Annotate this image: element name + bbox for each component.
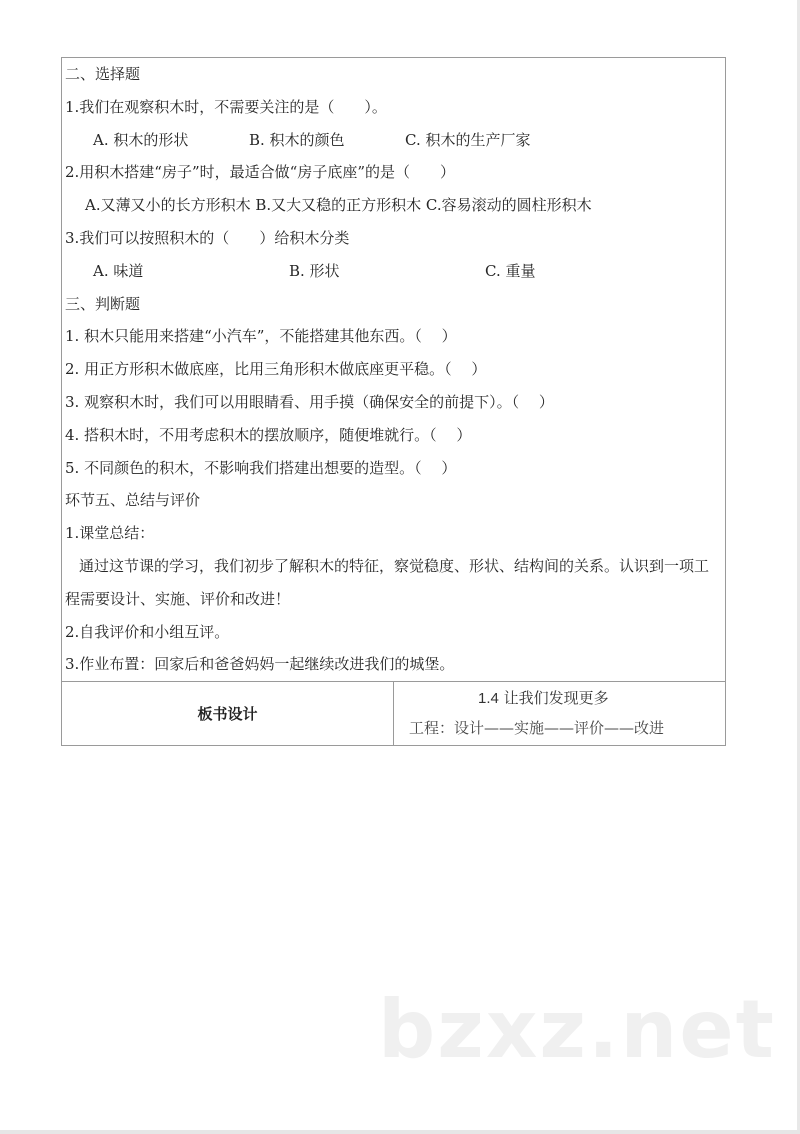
choice-options-2: A.又薄又小的长方形积木 B.又大又稳的正方形积木 C.容易滚动的圆柱形积木 <box>85 196 592 215</box>
lesson-title: 让我们发现更多 <box>498 689 609 708</box>
option-a: A. 积木的形状 <box>93 130 189 149</box>
judge-item-4: 4. 搭积木时，不用考虑积木的摆放顺序，随便堆就行。（ ） <box>65 425 472 444</box>
board-design-cell <box>394 682 726 746</box>
summary-paragraph <box>65 550 723 616</box>
evaluation-item: 2.自我评价和小组互评。 <box>65 622 230 641</box>
watermark: bzxz.net <box>378 983 776 1076</box>
option-b: B. 积木的颜色 <box>249 130 345 149</box>
choice-options-1 <box>65 124 723 157</box>
judge-item-1: 1. 积木只能用来搭建“小汽车”，不能搭建其他东西。（ ） <box>65 327 457 346</box>
judge-item-2: 2. 用正方形积木做底座，比用三角形积木做底座更平稳。（ ） <box>65 360 487 379</box>
choice-question-1: 1.我们在观察积木时，不需要关注的是（ ）。 <box>65 97 387 116</box>
board-design-label: 板书设计 <box>62 682 394 746</box>
board-design-row <box>62 682 726 746</box>
choice-options-3 <box>65 255 723 288</box>
option-c: C. 积木的生产厂家 <box>405 130 531 149</box>
choice-question-2: 2.用积木搭建“房子”时，最适合做“房子底座”的是（ ） <box>65 163 455 182</box>
section-heading-choice: 二、选择题 <box>65 65 141 83</box>
option-b: B. 形状 <box>289 261 340 280</box>
lesson-plan-table <box>61 57 726 746</box>
judge-item-5: 5. 不同颜色的积木，不影响我们搭建出想要的造型。（ ） <box>65 458 457 477</box>
lesson-number: 1.4 <box>478 690 499 708</box>
section-heading-summary: 环节五、总结与评价 <box>65 491 201 510</box>
option-c: C. 重量 <box>485 261 536 280</box>
option-a: A. 味道 <box>93 261 144 280</box>
content-row <box>62 58 726 682</box>
content-cell <box>62 58 726 682</box>
judge-item-3: 3. 观察积木时，我们可以用眼睛看、用手摸（确保安全的前提下）。（ ） <box>65 392 554 411</box>
summary-text: 通过这节课的学习，我们初步了解积木的特征，察觉稳度、形状、结构间的关系。认识到一项工程需要设计、实施、评价和改进！ <box>65 556 710 608</box>
board-title <box>394 682 725 713</box>
homework-item: 3.作业布置：回家后和爸爸妈妈一起继续改进我们的城堡。 <box>65 655 455 674</box>
page-edge <box>0 1130 800 1134</box>
choice-question-3: 3.我们可以按照积木的（ ）给积木分类 <box>65 228 350 247</box>
board-subtitle: 工程：设计——实施——评价——改进 <box>409 719 665 738</box>
summary-label: 1.课堂总结： <box>65 524 155 543</box>
section-heading-judge: 三、判断题 <box>65 294 141 313</box>
